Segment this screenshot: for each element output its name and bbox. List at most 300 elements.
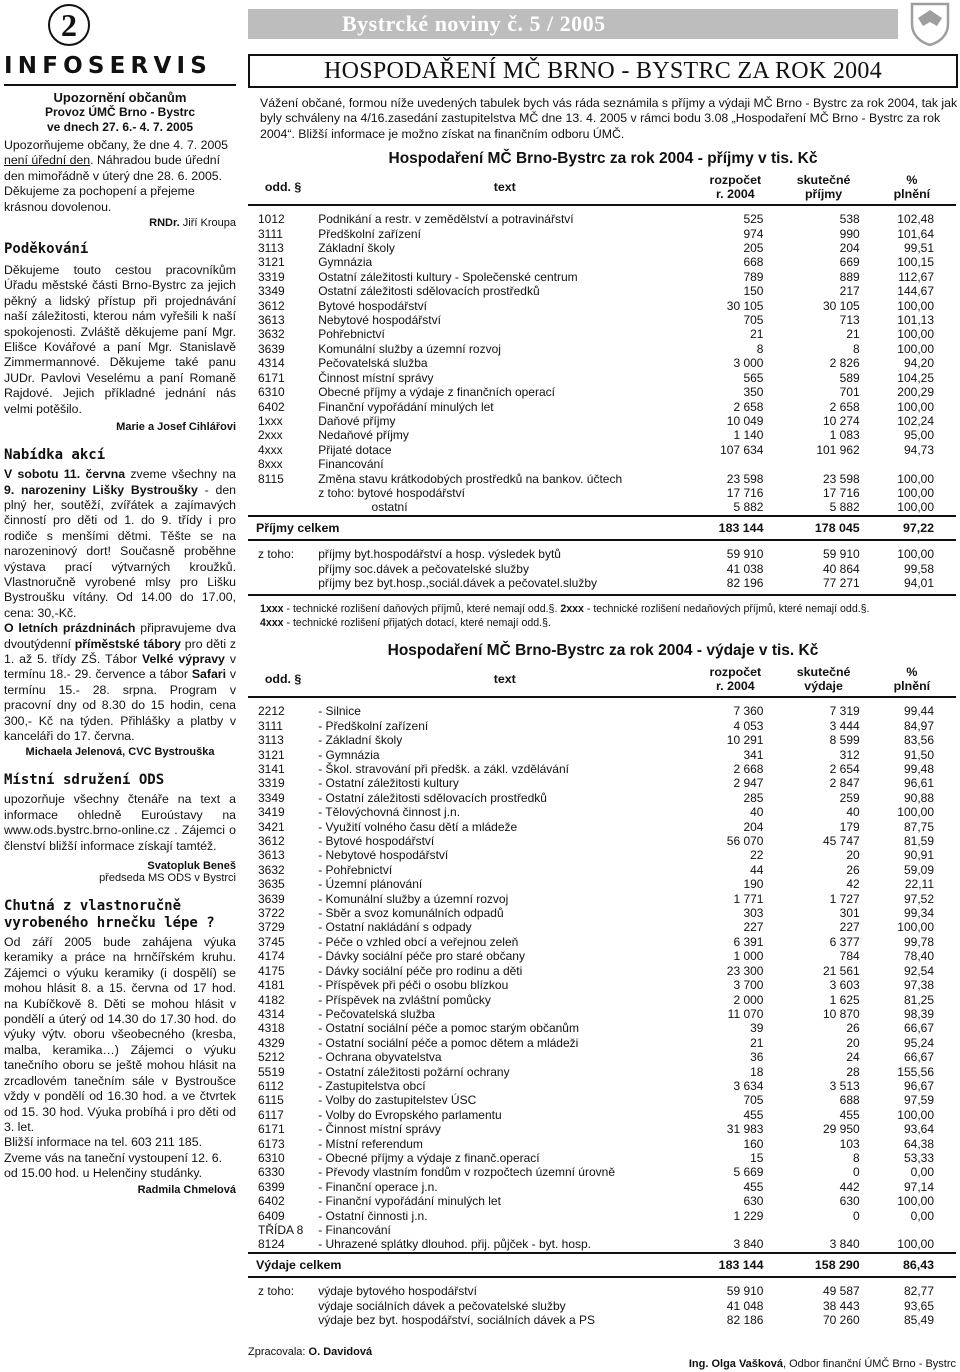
cell-budget: 41 038: [726, 561, 764, 576]
cell-odd: 8124: [258, 1237, 285, 1252]
cell-pct: 200,29: [897, 385, 934, 400]
cell-text: - Pečovatelská služba: [318, 1006, 435, 1021]
cell-odd: 3419: [258, 805, 285, 820]
cell-pct: 112,67: [898, 269, 934, 284]
cell-actual: 3 840: [829, 1237, 860, 1252]
cell-pct: 99,44: [903, 704, 934, 719]
cell-pct: 95,24: [903, 1035, 934, 1050]
cell-text: Změna stavu krátkodobých prostředků na bankov. účtech: [318, 471, 623, 486]
total-row: [248, 1253, 956, 1277]
cell-odd: TŘÍDA 8: [258, 1223, 304, 1237]
cell-text: - Ostatní nakládání s odpady: [318, 920, 472, 935]
cell-pct: 91,50: [903, 747, 934, 762]
table-row: [248, 1180, 956, 1194]
table-row: [248, 1050, 956, 1064]
table-row: [248, 313, 956, 327]
cell-pct: 101,64: [897, 226, 934, 241]
table-row: [248, 241, 956, 255]
cell-pct: 100,15: [897, 255, 934, 270]
cell-actual: 8: [853, 1150, 860, 1165]
total-actual: 158 290: [779, 1253, 867, 1277]
table-row: [248, 443, 956, 457]
income-table: [248, 170, 956, 596]
table-row: [248, 1021, 956, 1035]
table-row: [248, 1209, 956, 1223]
cell-odd: 6409: [258, 1208, 285, 1223]
offer-p2-b2: příměstské tábory: [74, 636, 182, 651]
cell-pct: 85,49: [903, 1313, 934, 1328]
cell-text: - Příspěvek při péči o osobu blízkou: [318, 978, 509, 993]
col-odd: odd. §: [248, 662, 318, 697]
cell-pct: 100,00: [897, 298, 934, 313]
cell-budget: 1 000: [733, 949, 764, 964]
notice-text: Upozorňujeme občany, že dne 4. 7. 2005: [4, 138, 228, 152]
total-pct: 86,43: [868, 1253, 956, 1277]
table-row: [248, 1079, 956, 1093]
cell-budget: [691, 457, 779, 471]
cell-actual: [779, 457, 867, 471]
note-1-code: 1xxx: [260, 603, 284, 616]
cell-budget: 17 716: [726, 485, 764, 500]
cell-actual: 77 271: [779, 576, 867, 595]
cell-budget: 974: [743, 226, 764, 241]
ods-signature-name: Svatopluk Beneš: [147, 860, 236, 873]
cell-actual: 1 727: [829, 891, 860, 906]
cell-text: - Ostatní sociální péče a pomoc dětem a mládeži: [318, 1035, 579, 1050]
cell-actual: 0: [853, 1165, 860, 1180]
col-actual: [779, 170, 867, 205]
cell-odd: 3612: [258, 834, 285, 849]
table-row: [248, 1165, 956, 1179]
expense-body: [248, 697, 956, 1327]
notice-heading: Upozornění občanům: [53, 90, 187, 105]
cell-odd: 3349: [258, 284, 285, 299]
crest-icon: [904, 2, 956, 46]
cell-actual: 17 716: [823, 485, 860, 500]
table-row: [248, 697, 956, 718]
notice-subheading: Provoz ÚMČ Brno - Bystrc: [44, 105, 196, 119]
pottery-text-2: Bližší informace na tel. 603 211 185. Zveme vás na taneční vystoupení 12. 6. od 15.00 hod. u Helenčiny studánky.: [4, 1135, 223, 1181]
offer-p2-b4: Safari: [191, 667, 226, 682]
infoservis-title: INFOSERVIS: [4, 53, 212, 79]
cell-actual: 713: [839, 313, 860, 328]
cell-text: Daňové příjmy: [318, 413, 396, 428]
cell-pct: 100,00: [897, 471, 934, 486]
cell-text: - Obecné příjmy a výdaje z finanč.operací: [318, 1150, 540, 1165]
cell-budget: 150: [743, 284, 764, 299]
cell-pct: 84,97: [903, 718, 934, 733]
cell-odd: 3349: [258, 790, 285, 805]
cell-pct: 94,20: [903, 356, 934, 371]
table-row: [248, 457, 956, 471]
table-row: [248, 1093, 956, 1107]
table-row: [248, 719, 956, 733]
cell-text: - Ostatní záležitosti sdělovacích prostředků: [318, 790, 547, 805]
cell-actual: 217: [839, 284, 860, 299]
note-2: - technické rozlišení nedaňových příjmů, které nemají odd.§.: [583, 603, 870, 616]
cell-budget: 205: [743, 241, 764, 256]
cell-budget: 630: [743, 1194, 764, 1209]
cell-odd: 4xxx: [258, 442, 283, 457]
cell-text: - Dávky sociální péče pro staré občany: [318, 949, 525, 964]
table-row: [248, 762, 956, 776]
cell-budget: 7 360: [733, 704, 764, 719]
cell-budget: 525: [743, 212, 764, 227]
cell-budget: 36: [750, 1050, 764, 1065]
cell-text: výdaje bez byt. hospodářství, sociálních dávek a PS: [318, 1313, 596, 1328]
cell-budget: 204: [743, 819, 764, 834]
col-budget-l1: rozpočet: [709, 173, 762, 188]
thanks-text: Děkujeme touto cestou pracovníkům Úřadu městské části Brno-Bystrc za jejich pěkný a lidský přístup při projednávání naší záležitosti, kterou nám vyřešili k naší spokojenosti. Zvláště děkujeme paní Mgr. Elišce Kovářové a paní Mgr. Stanislavě Zimmermannové. Děkujeme také panu JUDr. Pavlovi Veselému a paní Romaně Rajdové. Jejich příkladné jednání nás velmi potěšilo.: [4, 263, 236, 416]
col-pct-l2: plnění: [893, 679, 931, 694]
cell-odd: 3319: [258, 269, 285, 284]
cell-odd: 6310: [258, 1150, 285, 1165]
cell-budget: 160: [743, 1136, 764, 1151]
cell-odd: 3639: [258, 891, 285, 906]
cell-pct: 100,00: [897, 341, 934, 356]
col-odd: odd. §: [248, 170, 318, 205]
cell-actual: 688: [839, 1093, 860, 1108]
subtotal-row: [248, 1277, 956, 1298]
income-header-row: [248, 170, 956, 205]
cell-pct: [868, 1223, 956, 1237]
offer-p2-b3: Velké výpravy: [142, 651, 225, 666]
cell-budget: 40: [750, 805, 764, 820]
cell-text: - Péče o vzhled obcí a veřejnou zeleň: [318, 934, 519, 949]
cell-odd: 3613: [258, 313, 285, 328]
cell-text: - Činnost místní správy: [318, 1122, 441, 1137]
cell-actual: 8 599: [829, 733, 860, 748]
cell-text: - Finanční vypořádání minulých let: [318, 1194, 501, 1209]
table-row: [248, 892, 956, 906]
cell-pct: 100,00: [897, 547, 934, 562]
cell-budget: 6 391: [733, 934, 764, 949]
cell-text: - Příspěvek na zvláštní pomůcky: [318, 992, 491, 1007]
ods-signature-role: předseda MS ODS v Bystrci: [99, 872, 236, 885]
cell-actual: 70 260: [823, 1313, 860, 1328]
cell-text: ostatní: [318, 500, 408, 515]
cell-budget: 82 186: [726, 1313, 764, 1328]
cell-budget: 41 048: [726, 1298, 764, 1313]
cell-odd: 8115: [258, 471, 284, 486]
expense-table-heading: Hospodaření MČ Brno-Bystrc za rok 2004 - výdaje v tis. Kč: [387, 642, 819, 660]
col-budget-l2: r. 2004: [716, 187, 755, 202]
cell-pct: 94,01: [868, 576, 956, 595]
cell-actual: 1 083: [829, 428, 860, 443]
table-row: [248, 748, 956, 762]
cell-actual: 8: [853, 341, 860, 356]
table-row: [248, 863, 956, 877]
cell-odd: 3632: [258, 327, 285, 342]
col-actual-l2: příjmy: [804, 187, 843, 202]
intro-text: Vážení občané, formou níže uvedených tabulek bych vás ráda seznámila s příjmy a výdaji MČ Brno - Bystrc za rok 2004, tak jak byly schváleny na 4/16.zasedání zastupitelstva MČ dne 13. 4. 2005 v rámci bodu 3.08 „Hospodaření MČ Brno - Bystrc za rok 2004“. Bližší informace je možno získat na finančním odboru ÚMČ.: [260, 96, 958, 141]
cell-actual: 30 105: [823, 298, 860, 313]
subtotal-row: [248, 1299, 956, 1313]
pottery-signature: Radmila Chmelová: [137, 1183, 236, 1196]
table-row: [248, 848, 956, 862]
offer-signature: Michaela Jelenová, CVC Bystrouška: [25, 746, 215, 759]
cell-actual: 59 910: [823, 547, 860, 562]
newspaper-title: Bystrcké noviny č. 5 / 2005: [342, 11, 606, 36]
cell-pct: 92,54: [903, 963, 934, 978]
cell-budget: 705: [743, 313, 764, 328]
cell-odd: 8xxx: [258, 457, 283, 472]
cell-actual: 259: [839, 790, 860, 805]
infoservis-column: [4, 52, 236, 1196]
cell-pct: 97,52: [903, 891, 934, 906]
cell-budget: 350: [743, 385, 764, 400]
cell-text: - Základní školy: [318, 733, 403, 748]
cell-pct: 93,65: [903, 1298, 934, 1313]
cell-text: Komunální služby a územní rozvoj: [318, 341, 501, 356]
table-row: [248, 949, 956, 963]
cell-odd: 3745: [258, 934, 285, 949]
cell-pct: 100,00: [897, 500, 934, 515]
cell-text: - Bytové hospodářství: [318, 834, 435, 849]
cell-text: Základní školy: [318, 241, 395, 256]
cell-budget: 10 291: [726, 733, 764, 748]
cell-odd: 3121: [258, 747, 285, 762]
cell-pct: 82,77: [903, 1284, 934, 1299]
offer-paragraph-1: [4, 467, 236, 621]
cell-text: - Místní referendum: [318, 1136, 423, 1151]
cell-pct: 101,13: [897, 313, 934, 328]
cell-actual: 10 870: [823, 1006, 860, 1021]
thanks-signature: Marie a Josef Cihlářovi: [116, 421, 236, 434]
cell-odd: 3113: [258, 733, 284, 748]
table-row: [248, 356, 956, 370]
cell-pct: 81,59: [903, 834, 934, 849]
subtotal-row: [248, 576, 956, 595]
cell-pct: 0,00: [910, 1165, 934, 1180]
cell-text: Předškolní zařízení: [318, 226, 421, 241]
cell-actual: 5 882: [829, 500, 860, 515]
cell-odd: 4175: [258, 963, 285, 978]
cell-odd: 6310: [258, 385, 285, 400]
notice-text-rest: . Náhradou bude úřední den mimořádně v úterý dne 28. 6. 2005.: [4, 153, 223, 183]
cell-actual: 442: [839, 1179, 860, 1194]
cell-pct: 104,25: [897, 370, 934, 385]
cell-odd: 6112: [258, 1078, 284, 1093]
cell-text: - Komunální služby a územní rozvoj: [318, 891, 509, 906]
offer-p2-t2: pro děti z 1. až 5. třídy ZŠ. Tábor: [4, 636, 236, 666]
cell-text: - Pohřebnictví: [318, 862, 393, 877]
cell-odd: 4314: [258, 1006, 285, 1021]
col-actual-l1: skutečné: [796, 665, 851, 680]
total-budget: 183 144: [691, 516, 779, 540]
cell-budget: 59 910: [726, 1284, 764, 1299]
notice-text-underlined: není úřední den: [4, 153, 91, 168]
col-budget-l2: r. 2004: [716, 679, 755, 694]
table-row: [248, 1151, 956, 1165]
cell-pct: 97,38: [903, 978, 934, 993]
offer-date: V sobotu 11. června: [4, 467, 126, 482]
cell-actual: 45 747: [823, 834, 860, 849]
cell-budget: 22: [750, 848, 764, 863]
table-row: [248, 877, 956, 891]
notice-subheading-dates: ve dnech 27. 6.- 4. 7. 2005: [46, 120, 194, 134]
cell-budget: 82 196: [691, 576, 779, 595]
cell-text: Financování: [318, 457, 384, 472]
cell-odd: [248, 500, 318, 515]
table-row: [248, 299, 956, 313]
cell-text: Ostatní záležitosti sdělovacích prostředků: [318, 284, 540, 299]
table-row: [248, 978, 956, 992]
col-pct-l2: plnění: [893, 187, 931, 202]
cell-actual: 669: [839, 255, 860, 270]
cell-pct: 99,34: [903, 906, 934, 921]
cell-pct: 100,00: [897, 327, 934, 342]
table-row: [248, 805, 956, 819]
table-row: [248, 834, 956, 848]
cell-actual: 784: [839, 949, 860, 964]
table-row: [248, 1007, 956, 1021]
cell-pct: 102,48: [897, 212, 934, 227]
cell-text: Gymnázia: [318, 255, 373, 270]
divider: [4, 84, 236, 86]
cell-odd: 5212: [258, 1050, 285, 1065]
ods-heading: Místní sdružení ODS: [4, 772, 165, 789]
cell-budget: 285: [743, 790, 764, 805]
cell-pct: 94,73: [903, 442, 934, 457]
cell-text: - Tělovýchovná činnost j.n.: [318, 805, 461, 820]
cell-text: - Sběr a svoz komunálních odpadů: [318, 906, 504, 921]
expense-header-row: [248, 662, 956, 697]
subtotal-label: z toho:: [258, 547, 295, 562]
cell-text: - Gymnázia: [318, 747, 380, 762]
table-row: [248, 414, 956, 428]
cell-actual: 103: [839, 1136, 860, 1151]
table-row: [248, 1137, 956, 1151]
table-row: [248, 205, 956, 226]
col-pct: [868, 170, 956, 205]
cell-budget: 341: [743, 747, 764, 762]
cell-budget: 3 634: [733, 1078, 764, 1093]
cell-pct: 90,88: [903, 790, 934, 805]
notice-paragraph-2: Děkujeme za pochopení a přejeme krásnou dovolenou.: [4, 184, 195, 214]
col-actual: [779, 662, 867, 697]
cell-actual: 26: [846, 1021, 860, 1036]
cell-budget: [691, 1223, 779, 1237]
subtotal-label: [248, 562, 318, 576]
income-table-heading: Hospodaření MČ Brno-Bystrc za rok 2004 - příjmy v tis. Kč: [388, 150, 818, 168]
note-3: - technické rozlišení přijatých dotací, které nemají odd.§.: [283, 617, 551, 630]
note-1: - technické rozlišení daňových příjmů, které nemají odd.§.: [283, 603, 561, 616]
offer-text: zveme všechny na: [125, 467, 236, 482]
cell-pct: 59,09: [903, 862, 934, 877]
cell-odd: 3635: [258, 877, 285, 892]
total-budget: 183 144: [691, 1253, 779, 1277]
cell-budget: 4 053: [733, 718, 764, 733]
note-2-code: 2xxx: [560, 603, 584, 616]
col-pct-l1: %: [906, 173, 918, 188]
cell-pct: 96,61: [903, 776, 934, 791]
offer-paragraph-2: [4, 621, 236, 744]
cell-budget: 59 910: [726, 547, 764, 562]
cell-text: - Dávky sociální péče pro rodinu a děti: [318, 963, 523, 978]
cell-budget: 15: [750, 1150, 764, 1165]
cell-text: - Využití volného času dětí a mládeže: [318, 819, 518, 834]
col-text: text: [318, 170, 691, 205]
cell-text: - Financování: [318, 1223, 391, 1237]
income-body: [248, 205, 956, 595]
cell-budget: 5 882: [733, 500, 764, 515]
table-row: [248, 1237, 956, 1252]
cell-text: Nebytové hospodářství: [318, 313, 441, 328]
table-row: [248, 385, 956, 399]
offer-p2-t4: v termínu 15.- 28. srpna. Program v pracovní dny od 8.30 do 15 hodin, cena 300,- Kč na týden. Přihlášky a platby v kanceláři do 17. června.: [4, 667, 236, 743]
table-row: [248, 1194, 956, 1208]
cell-budget: 455: [743, 1179, 764, 1194]
cell-actual: 2 847: [829, 776, 860, 791]
cell-text: - Ochrana obyvatelstva: [318, 1050, 442, 1065]
cell-actual: 2 658: [829, 399, 860, 414]
cell-actual: 0: [853, 1208, 860, 1223]
cell-actual: 179: [839, 819, 860, 834]
cell-odd: 3722: [258, 906, 285, 921]
cell-odd: 4182: [258, 992, 285, 1007]
cell-pct: 53,33: [903, 1150, 934, 1165]
cell-odd: 3141: [258, 762, 285, 776]
subtotal-label: [248, 576, 318, 595]
cell-odd: 6117: [258, 1107, 284, 1122]
pottery-heading: Chutná z vlastnoručně vyrobeného hrnečku lépe ?: [4, 898, 215, 932]
cell-pct: 97,14: [903, 1179, 934, 1194]
cell-text: výdaje bytového hospodářství: [318, 1284, 477, 1299]
cell-actual: 630: [839, 1194, 860, 1209]
cell-pct: 83,56: [903, 733, 934, 748]
expense-table: [248, 662, 956, 1327]
table-row: [248, 270, 956, 284]
cell-odd: 1012: [258, 212, 285, 227]
table-row: [248, 791, 956, 805]
cell-pct: 99,51: [903, 241, 934, 256]
cell-pct: 100,00: [897, 920, 934, 935]
cell-pct: 90,91: [903, 848, 934, 863]
table-row: [248, 428, 956, 442]
cell-budget: 455: [743, 1107, 764, 1122]
cell-budget: 565: [743, 370, 764, 385]
finance-column: [248, 54, 958, 1327]
cell-budget: 668: [743, 255, 764, 270]
cell-budget: 8: [756, 341, 764, 356]
cell-text: - Územní plánování: [318, 877, 423, 892]
cell-text: výdaje sociálních dávek a pečovatelské služby: [318, 1298, 566, 1313]
cell-odd: 6330: [258, 1165, 285, 1180]
footer-signature-role: , Odbor finanční ÚMČ Brno - Bystrc: [783, 1358, 956, 1370]
cell-text: Podnikání a restr. v zemědělství a potravinářství: [318, 212, 574, 227]
offer-event: 9. narozeniny Lišky Bystroušky: [4, 482, 198, 497]
table-row: [248, 227, 956, 241]
cell-odd: 3421: [258, 819, 285, 834]
offer-p2-b1: O letních prázdninách: [4, 621, 136, 636]
notice-signature: [4, 217, 236, 229]
total-label: Příjmy celkem: [248, 516, 691, 540]
cell-budget: 303: [743, 906, 764, 921]
cell-pct: 99,78: [903, 934, 934, 949]
cell-text: - Uhrazené splátky dlouhod. přij. půjček - byt. hosp.: [318, 1237, 591, 1252]
cell-text: příjmy bez byt.hosp.,sociál.dávek a pečovatel.služby: [318, 576, 691, 595]
col-pct: [868, 662, 956, 697]
cell-budget: 2 658: [733, 399, 764, 414]
cell-actual: 889: [839, 269, 860, 284]
cell-actual: 589: [839, 370, 860, 385]
table-row: [248, 400, 956, 414]
offer-p2-t3: v termínu 18.- 29. července a tábor: [4, 651, 236, 682]
cell-text: z toho: bytové hospodářství: [318, 485, 465, 500]
cell-text: Bytové hospodářství: [318, 298, 427, 313]
offer-text-2: - den plný her, soutěží, zvířátek a zajímavých činností pro děti od 1. do 9. třídy i pro rodiče s menšími dětmi. Těšte se na narozeninový dort! Současně proběhne výstava prací výtvarných kroužků. Vlastnoručně vyrobené mlsy pro Lišku Bystroušku vítány. Od 14.00 do 17.00, cena: 30,-Kč.: [4, 482, 237, 620]
